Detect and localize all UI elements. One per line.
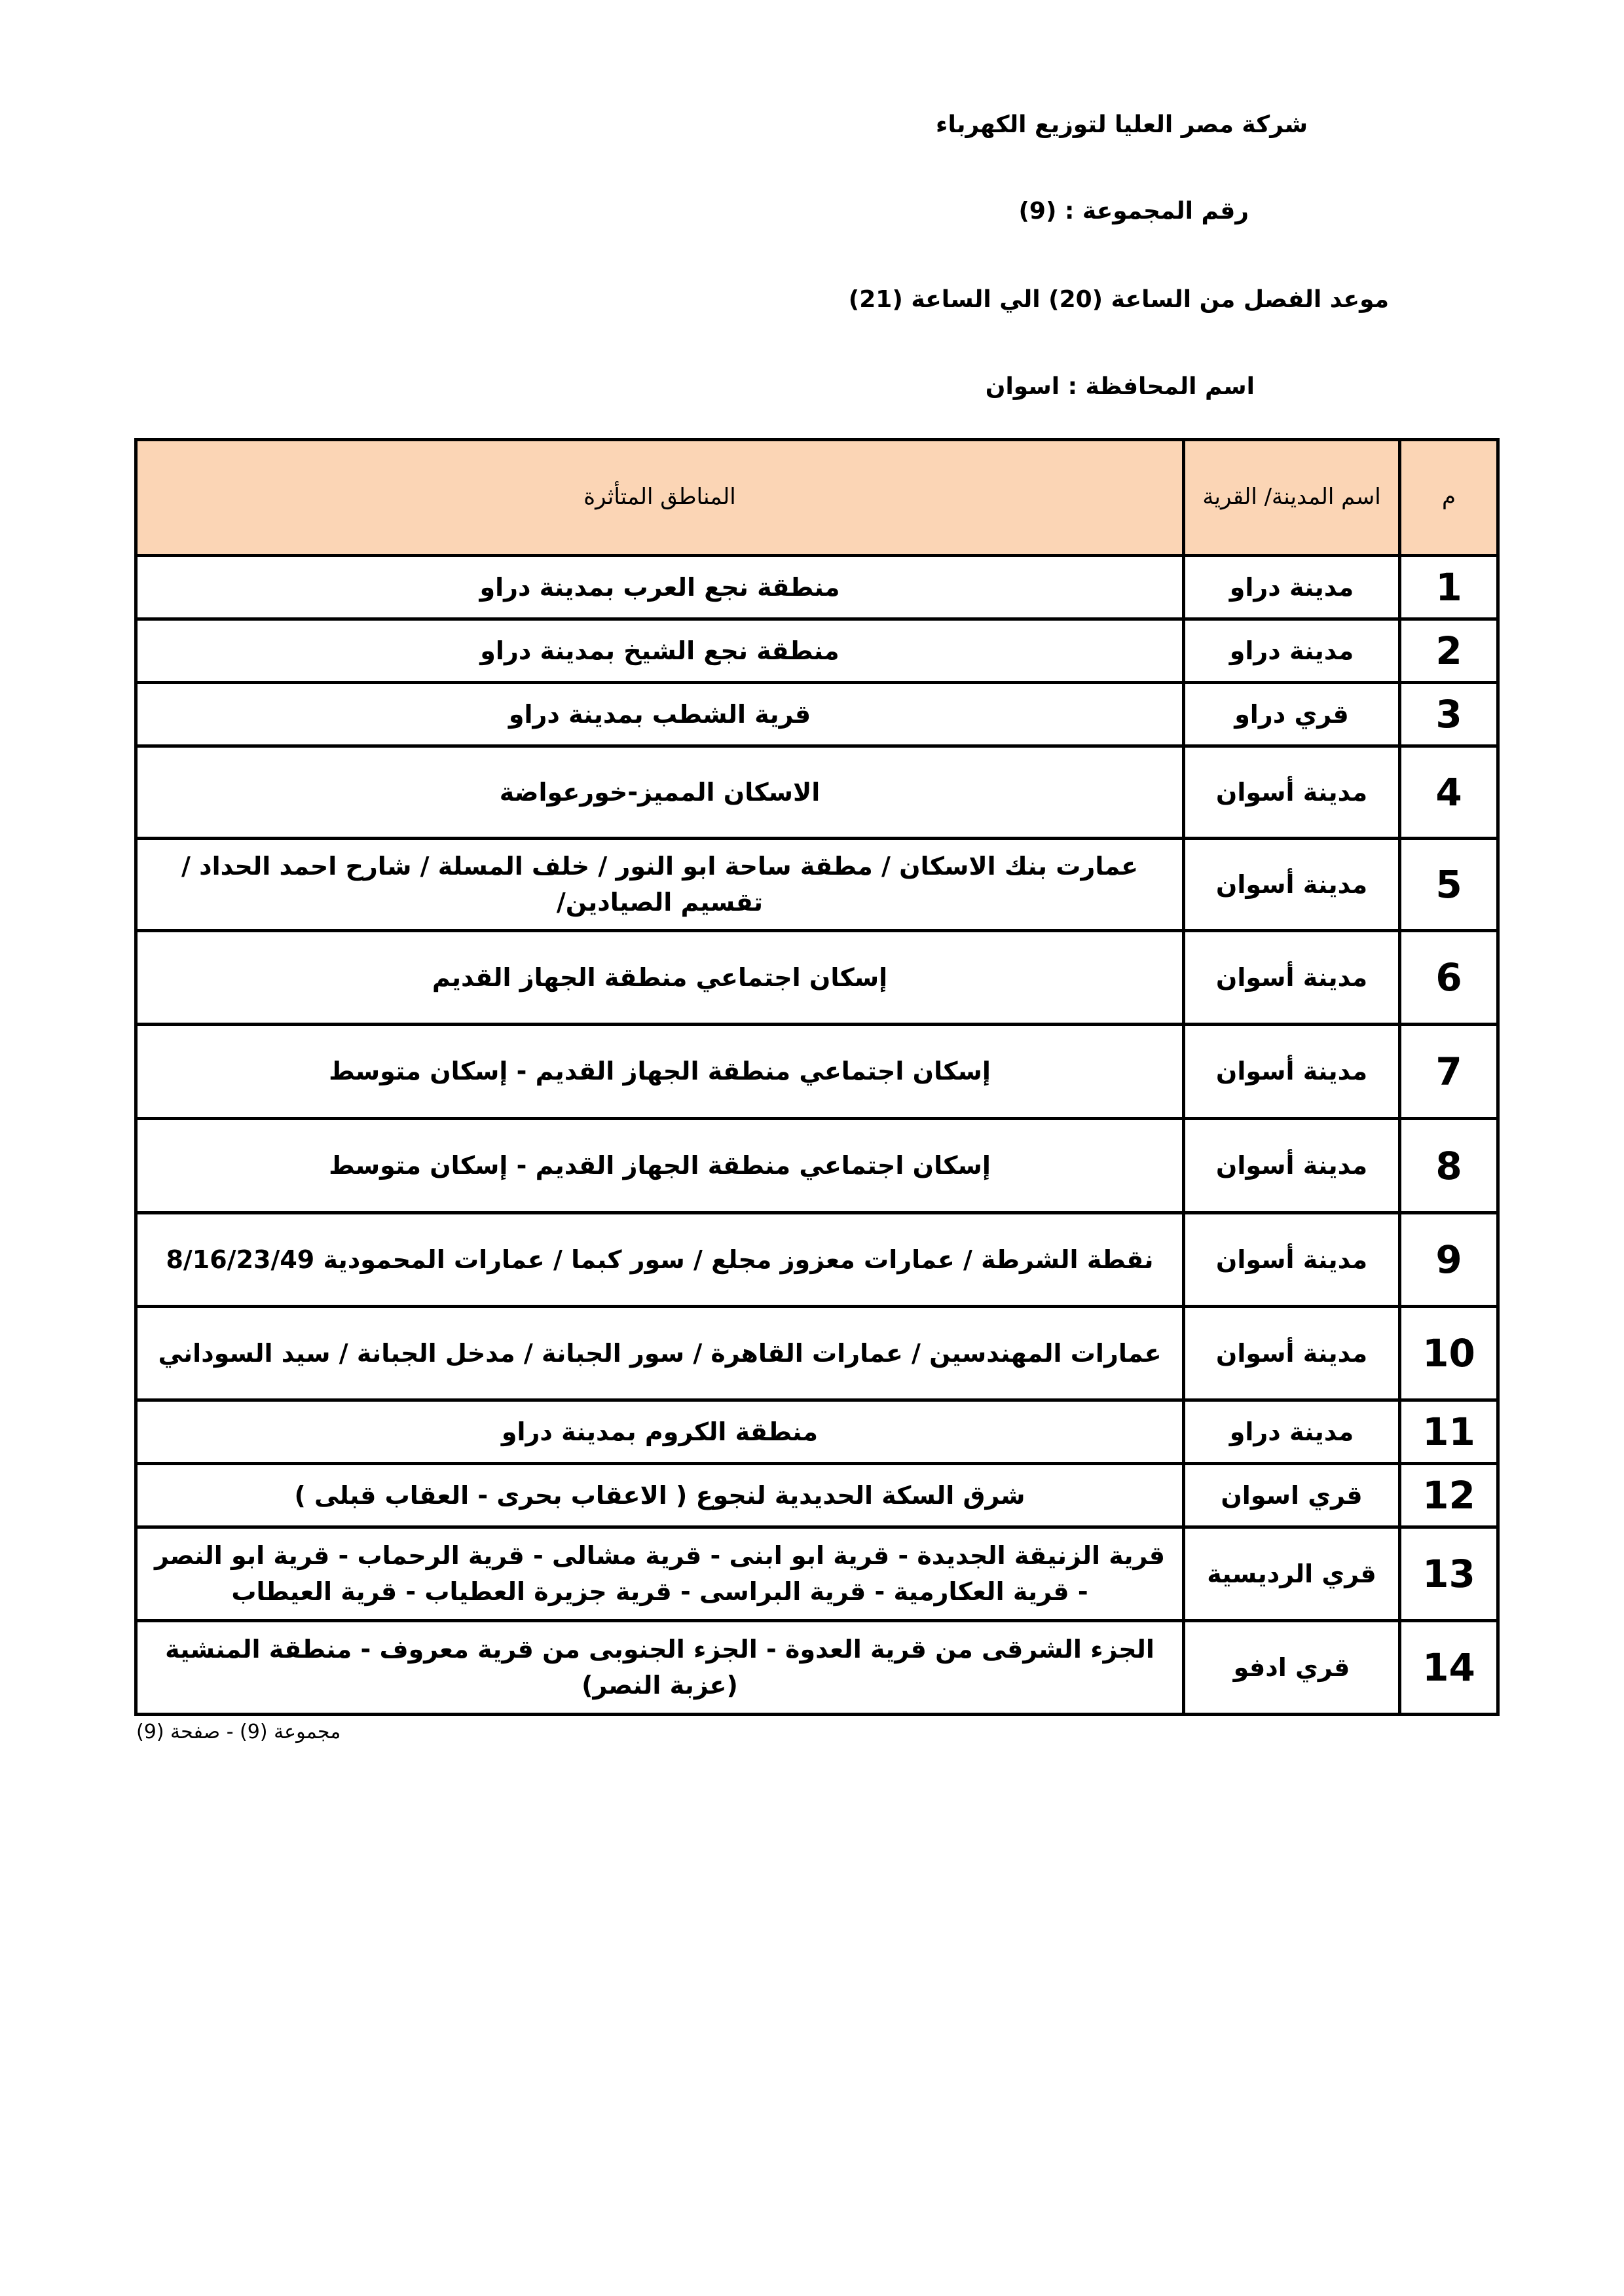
affected-areas: عمارات المهندسين / عمارات القاهرة / سور الجبانة / مدخل الجبانة / سيد السوداني — [136, 1307, 1184, 1400]
table-row — [136, 1400, 1498, 1464]
row-number: 8 — [1400, 1119, 1498, 1213]
city-name: مدينة أسوان — [1184, 839, 1400, 931]
table-row — [136, 1621, 1498, 1715]
row-number: 6 — [1400, 931, 1498, 1025]
city-name: مدينة دراو — [1184, 556, 1400, 619]
row-number: 13 — [1400, 1527, 1498, 1621]
table-row — [136, 1025, 1498, 1119]
table-row — [136, 1213, 1498, 1307]
column-header-areas: المناطق المتأثرة — [136, 440, 1184, 556]
page-footer: مجموعة (9) - صفحة (9) — [136, 1721, 341, 1743]
row-number: 3 — [1400, 683, 1498, 746]
affected-areas: نقطة الشرطة / عمارات معزوز مجلع / سور كبما / عمارات المحمودية 8/16/23/49 — [136, 1213, 1184, 1307]
table-row — [136, 1307, 1498, 1400]
city-name: مدينة أسوان — [1184, 931, 1400, 1025]
row-number: 11 — [1400, 1400, 1498, 1464]
group-number: رقم المجموعة : (9) — [1018, 198, 1249, 225]
affected-areas: عمارت بنك الاسكان / مطقة ساحة ابو النور / خلف المسلة / شارح احمد الحداد / تقسيم الصيادين/ — [136, 839, 1184, 931]
affected-areas: منطقة نجع العرب بمدينة دراو — [136, 556, 1184, 619]
city-name: مدينة أسوان — [1184, 746, 1400, 839]
city-name: مدينة أسوان — [1184, 1213, 1400, 1307]
affected-areas: قرية الشطب بمدينة دراو — [136, 683, 1184, 746]
affected-areas: الجزء الشرقى من قرية العدوة - الجزء الجنوبى من قرية معروف - منطقة المنشية (عزبة النصر) — [136, 1621, 1184, 1715]
city-name: قري الرديسية — [1184, 1527, 1400, 1621]
cut-time: موعد الفصل من الساعة (20) الي الساعة (21) — [848, 286, 1389, 313]
row-number: 5 — [1400, 839, 1498, 931]
company-name: شركة مصر العليا لتوزيع الكهرباء — [936, 111, 1308, 138]
row-number: 1 — [1400, 556, 1498, 619]
affected-areas-table — [134, 438, 1500, 1716]
row-number: 4 — [1400, 746, 1498, 839]
row-number: 10 — [1400, 1307, 1498, 1400]
row-number: 14 — [1400, 1621, 1498, 1715]
row-number: 9 — [1400, 1213, 1498, 1307]
city-name: مدينة أسوان — [1184, 1025, 1400, 1119]
affected-areas: منطقة نجع الشيخ بمدينة دراو — [136, 619, 1184, 683]
row-number: 7 — [1400, 1025, 1498, 1119]
city-name: قري اسوان — [1184, 1464, 1400, 1527]
table-row — [136, 683, 1498, 746]
table-row — [136, 746, 1498, 839]
city-name: مدينة أسوان — [1184, 1307, 1400, 1400]
column-header-city: اسم المدينة/ القرية — [1184, 440, 1400, 556]
table-row — [136, 931, 1498, 1025]
table-row — [136, 1464, 1498, 1527]
table-row — [136, 1527, 1498, 1621]
affected-areas: إسكان اجتماعي منطقة الجهاز القديم - إسكان متوسط — [136, 1025, 1184, 1119]
table-row — [136, 1119, 1498, 1213]
table-row — [136, 619, 1498, 683]
affected-areas: منطقة الكروم بمدينة دراو — [136, 1400, 1184, 1464]
city-name: قري دراو — [1184, 683, 1400, 746]
table-header-row — [136, 440, 1498, 556]
affected-areas: الاسكان المميز-خورعواضة — [136, 746, 1184, 839]
row-number: 12 — [1400, 1464, 1498, 1527]
affected-areas: قرية الزنيقة الجديدة - قرية ابو ابنى - قرية مشالى - قرية الرحماب - قرية ابو النصر - قرية العكارمية - قرية البراسى - قرية جزيرة العطياب - قرية العيطاب — [136, 1527, 1184, 1621]
affected-areas: شرق السكة الحديدية لنجوع ( الاعقاب بحرى - العقاب قبلى ) — [136, 1464, 1184, 1527]
city-name: مدينة أسوان — [1184, 1119, 1400, 1213]
city-name: مدينة دراو — [1184, 619, 1400, 683]
city-name: مدينة دراو — [1184, 1400, 1400, 1464]
governorate: اسم المحافظة : اسوان — [985, 373, 1255, 400]
affected-areas: إسكان اجتماعي منطقة الجهاز القديم — [136, 931, 1184, 1025]
row-number: 2 — [1400, 619, 1498, 683]
table-row — [136, 839, 1498, 931]
city-name: قري ادفو — [1184, 1621, 1400, 1715]
column-header-number: م — [1400, 440, 1498, 556]
affected-areas: إسكان اجتماعي منطقة الجهاز القديم - إسكان متوسط — [136, 1119, 1184, 1213]
table-row — [136, 556, 1498, 619]
